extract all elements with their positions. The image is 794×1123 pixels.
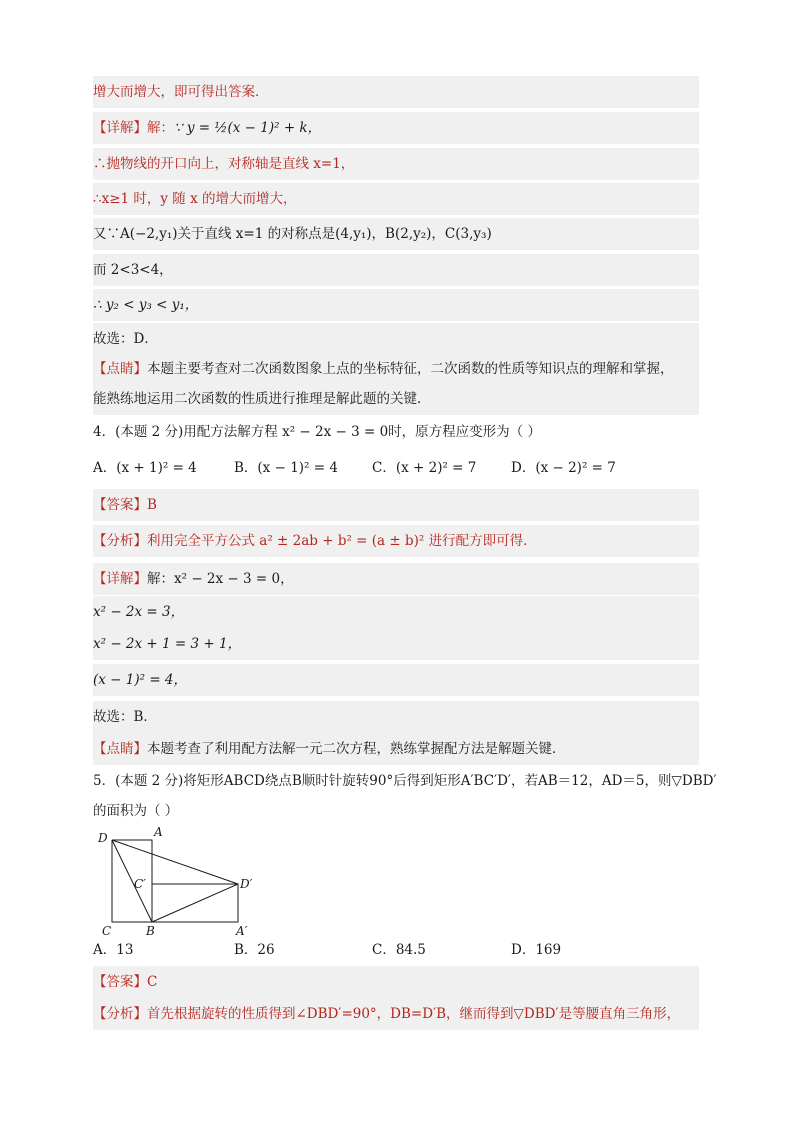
choice-text: 故选：B． bbox=[93, 709, 157, 725]
comment-text: 本题主要考查对二次函数图象上点的坐标特征，二次函数的性质等知识点的理解和掌握， bbox=[147, 361, 674, 377]
option-d: D．(x − 2)² = 7 bbox=[511, 460, 616, 476]
option-d: D．169 bbox=[511, 942, 562, 958]
answer-tag: 【答案】 bbox=[93, 497, 147, 513]
step-text: x² − 2x = 3， bbox=[93, 604, 185, 620]
step-text: 又∵A(−2,y₁)关于直线 x=1 的对称点是(4,y₁)，B(2,y₂)，C(3,y₃) bbox=[93, 226, 492, 242]
q3-step-4 bbox=[93, 254, 699, 286]
q4-analysis bbox=[93, 525, 699, 557]
q4-step-3 bbox=[93, 664, 699, 696]
q3-choice bbox=[93, 323, 699, 355]
analysis-tag: 【分析】 bbox=[93, 1006, 147, 1022]
q3-comment-2 bbox=[93, 383, 699, 415]
label-d: D bbox=[98, 831, 108, 845]
q4-detail bbox=[93, 563, 699, 595]
detail-head: 解： bbox=[147, 120, 174, 136]
step-text: ∴ y₂ < y₃ < y₁， bbox=[93, 297, 199, 313]
segment-bd1 bbox=[152, 884, 238, 922]
answer-value: B bbox=[147, 497, 157, 513]
q4-answer bbox=[93, 489, 699, 521]
q4-options bbox=[93, 452, 699, 484]
comment-text: 能熟练地运用二次函数的性质进行推理是解此题的关键． bbox=[93, 391, 431, 407]
step-text: ∴x≥1 时，y 随 x 的增大而增大， bbox=[93, 191, 297, 207]
q3-step-2 bbox=[93, 183, 699, 215]
question-text: 5．(本题 2 分)将矩形ABCD绕点B顺时针旋转90°后得到矩形A′BC′D′，若AB＝12，AD＝5，则▽DBD′ bbox=[93, 773, 717, 789]
step-text: x² − 2x + 1 = 3 + 1， bbox=[93, 636, 242, 652]
q3-comment-1 bbox=[93, 353, 699, 385]
q4-step-2 bbox=[93, 628, 699, 660]
option-a: A．(x + 1)² = 4 bbox=[93, 460, 197, 476]
label-d1: D′ bbox=[240, 877, 253, 891]
analysis-tag: 【分析】 bbox=[93, 533, 147, 549]
q3-step-3 bbox=[93, 218, 699, 250]
q5-answer bbox=[93, 966, 699, 998]
label-a1: A′ bbox=[236, 924, 248, 938]
comment-tag: 【点睛】 bbox=[93, 741, 147, 757]
detail-equation: ∵ y = ½(x − 1)² + k， bbox=[174, 120, 322, 136]
label-c: C bbox=[102, 924, 112, 938]
option-b: B．(x − 1)² = 4 bbox=[234, 460, 338, 476]
q3-step-1 bbox=[93, 148, 699, 180]
question-text: 4．(本题 2 分)用配方法解方程 x² − 2x − 3 = 0时，原方程应变形为（ ） bbox=[93, 424, 541, 440]
step-text: 而 2<3<4， bbox=[93, 262, 173, 278]
detail-tag: 【详解】 bbox=[93, 120, 147, 136]
q4-step-1 bbox=[93, 596, 699, 628]
q5-stem-1 bbox=[93, 765, 717, 797]
label-b: B bbox=[146, 924, 155, 938]
q4-stem bbox=[93, 416, 699, 448]
option-b: B．26 bbox=[234, 942, 275, 958]
q4-choice bbox=[93, 701, 699, 733]
detail-tag: 【详解】 bbox=[93, 571, 147, 587]
prev-tail-text: 增大而增大，即可得出答案． bbox=[93, 84, 269, 100]
choice-text: 故选：D． bbox=[93, 331, 158, 347]
step-text: ∴抛物线的开口向上，对称轴是直线 x=1， bbox=[93, 156, 355, 172]
q5-analysis bbox=[93, 998, 699, 1030]
analysis-text: 首先根据旋转的性质得到∠DBD′=90°，DB=D′B，继而得到▽DBD′是等腰直角三角形， bbox=[147, 1006, 681, 1022]
analysis-text: 利用完全平方公式 a² ± 2ab + b² = (a ± b)² 进行配方即可得． bbox=[147, 533, 537, 549]
q5-options bbox=[93, 934, 699, 966]
detail-head: 解：x² − 2x − 3 = 0， bbox=[147, 571, 294, 587]
q4-comment bbox=[93, 733, 699, 765]
step-text: (x − 1)² = 4， bbox=[93, 672, 188, 688]
q3-step-5 bbox=[93, 289, 699, 321]
option-a: A．13 bbox=[93, 942, 134, 958]
answer-value: C bbox=[147, 974, 158, 990]
option-c: C．84.5 bbox=[372, 942, 426, 958]
prev-tail-line bbox=[93, 76, 699, 108]
comment-tag: 【点睛】 bbox=[93, 361, 147, 377]
comment-text: 本题考查了利用配方法解一元二次方程，熟练掌握配方法是解题关键． bbox=[147, 741, 566, 757]
q5-stem-2 bbox=[93, 795, 699, 827]
q3-detail-line bbox=[93, 112, 699, 144]
question-text: 的面积为（ ） bbox=[93, 803, 179, 819]
label-a: A bbox=[154, 826, 163, 839]
segment-dd1 bbox=[112, 840, 238, 884]
option-c: C．(x + 2)² = 7 bbox=[372, 460, 477, 476]
answer-tag: 【答案】 bbox=[93, 974, 147, 990]
rectangle-rotation-figure bbox=[96, 826, 266, 938]
label-c1: C′ bbox=[134, 877, 146, 891]
